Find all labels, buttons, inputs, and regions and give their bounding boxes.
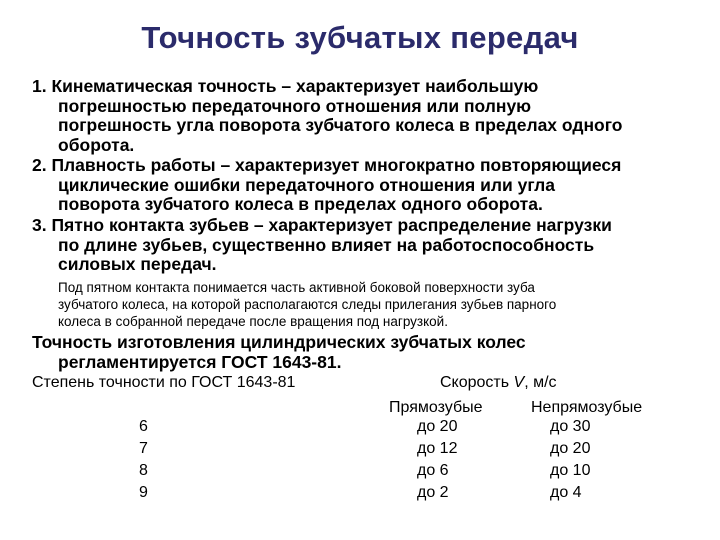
table-header-straight: Прямозубые [389, 399, 483, 416]
list-item-line: по длине зубьев, существенно влияет на работоспособность [58, 234, 595, 255]
list-item-line: поворота зубчатого колеса в пределах одного оборота. [58, 194, 543, 214]
list-item-smoothness [32, 156, 714, 215]
list-item-line: погрешность угла поворота зубчатого колеса в пределах одного [58, 115, 623, 135]
gost-paragraph-line: регламентируется ГОСТ 1643-81. [58, 351, 342, 372]
table-cell-degree: 7 [139, 440, 148, 457]
contact-patch-note [58, 279, 708, 330]
table-cell-helical: до 4 [550, 484, 582, 501]
table-header-speed [440, 374, 557, 392]
table-cell-straight: до 20 [417, 418, 458, 435]
table-cell-helical: до 20 [550, 440, 591, 457]
table-cell-straight: до 2 [417, 484, 449, 501]
table-cell-degree: 8 [139, 462, 148, 479]
list-item-contact-patch [32, 216, 714, 275]
table-header-degree: Степень точности по ГОСТ 1643-81 [32, 374, 296, 391]
note-line: колеса в собранной передаче после вращения под нагрузкой. [58, 314, 448, 329]
table-cell-helical: до 30 [550, 418, 591, 435]
list-item-first-line: 3. Пятно контакта зубьев – характеризует распределение нагрузки [32, 215, 612, 235]
speed-suffix: , м/с [524, 374, 557, 391]
list-item-line: оборота. [58, 134, 135, 155]
table-cell-degree: 6 [139, 418, 148, 435]
table-cell-straight: до 12 [417, 440, 458, 457]
gost-paragraph [32, 333, 714, 372]
table-header-helical: Непрямозубые [531, 399, 643, 416]
table-cell-helical: до 10 [550, 462, 591, 479]
table-cell-degree: 9 [139, 484, 148, 501]
list-item-line: циклические ошибки передаточного отношения или угла [58, 174, 556, 195]
note-line: зубчатого колеса, на которой располагаются следы прилегания зубьев парного [58, 297, 557, 312]
list-item-line: погрешностью передаточного отношения или полную [58, 95, 532, 116]
note-line: Под пятном контакта понимается часть активной боковой поверхности зуба [58, 280, 535, 295]
list-item-line: силовых передач. [58, 254, 217, 274]
speed-prefix: Скорость [440, 374, 514, 391]
list-item-kinematic-accuracy [32, 77, 714, 155]
speed-variable: V [513, 374, 525, 391]
list-item-first-line: 1. Кинематическая точность – характеризует наибольшую [32, 76, 539, 96]
gost-paragraph-line: Точность изготовления цилиндрических зубчатых колес [32, 332, 526, 352]
list-item-first-line: 2. Плавность работы – характеризует многократно повторяющиеся [32, 155, 622, 175]
page-title: Точность зубчатых передач [141, 20, 579, 55]
table-cell-straight: до 6 [417, 462, 449, 479]
